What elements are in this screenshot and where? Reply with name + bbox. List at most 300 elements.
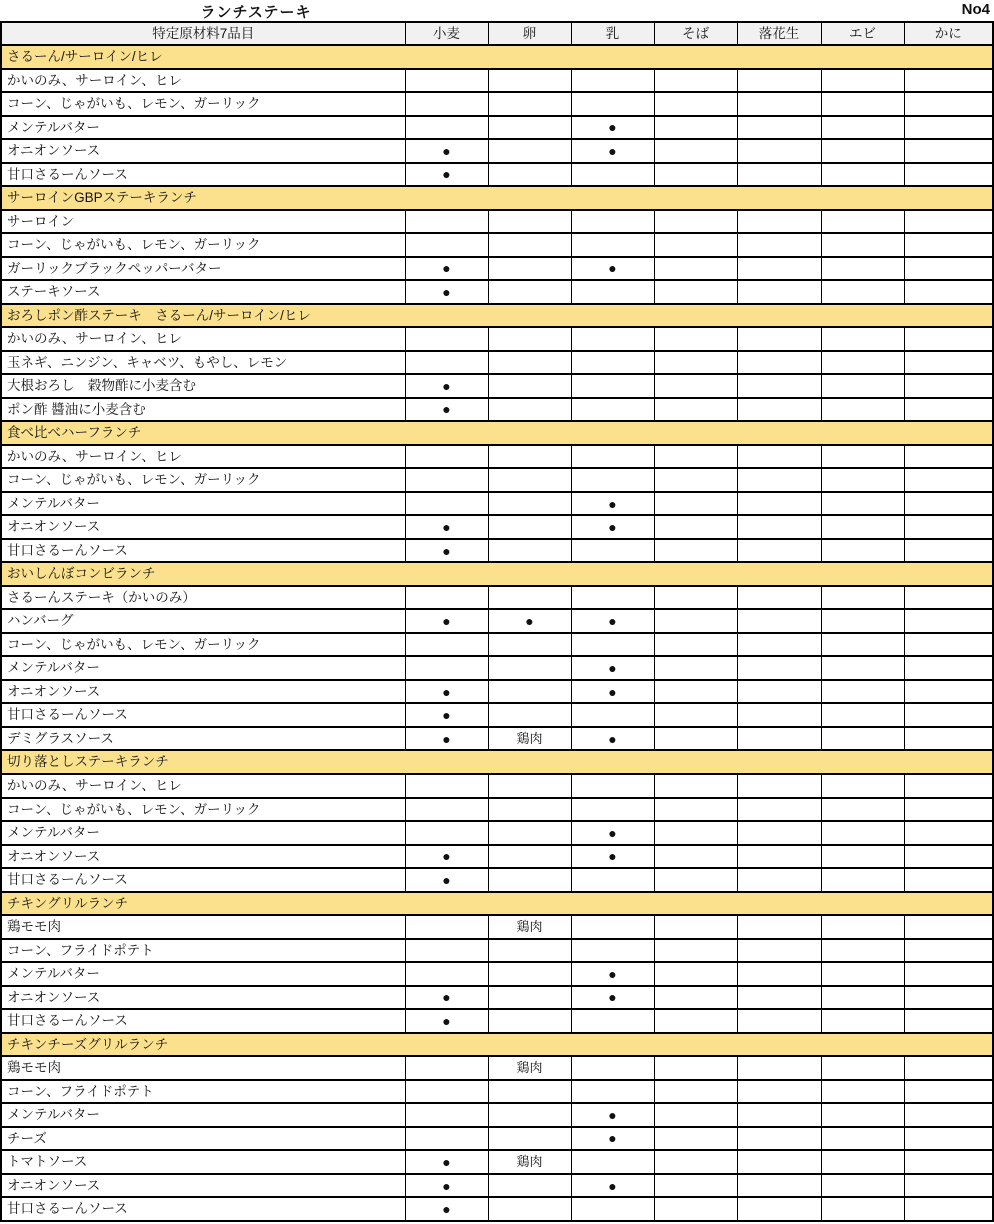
allergen-empty-cell <box>821 1056 904 1080</box>
allergen-mark-cell: ● <box>571 609 654 633</box>
allergen-empty-cell <box>821 374 904 398</box>
allergen-mark-cell: ● <box>488 609 571 633</box>
allergen-empty-cell <box>821 727 904 751</box>
column-header-allergen-1: 小麦 <box>405 22 488 45</box>
item-label: メンテルバター <box>1 656 405 680</box>
allergen-mark-cell: ● <box>405 986 488 1010</box>
allergen-empty-cell <box>904 986 993 1010</box>
allergen-mark-cell: ● <box>571 845 654 869</box>
allergen-empty-cell <box>821 986 904 1010</box>
item-row <box>1 798 993 822</box>
allergen-note-cell: 鶏肉 <box>488 915 571 939</box>
allergen-mark-cell: ● <box>571 257 654 281</box>
allergen-mark-cell: ● <box>571 1174 654 1198</box>
allergen-empty-cell <box>488 1127 571 1151</box>
allergen-empty-cell <box>488 468 571 492</box>
allergen-empty-cell <box>737 1103 821 1127</box>
allergen-empty-cell <box>571 1080 654 1104</box>
section-header-row <box>1 1033 993 1057</box>
section-header-row <box>1 892 993 916</box>
allergen-mark-cell: ● <box>405 139 488 163</box>
allergen-mark-cell: ● <box>405 280 488 304</box>
item-label: 鶏モモ肉 <box>1 915 405 939</box>
allergen-empty-cell <box>904 1080 993 1104</box>
allergen-empty-cell <box>904 633 993 657</box>
allergen-empty-cell <box>737 609 821 633</box>
allergen-empty-cell <box>737 233 821 257</box>
allergen-empty-cell <box>654 233 737 257</box>
allergen-empty-cell <box>821 116 904 140</box>
allergen-empty-cell <box>654 774 737 798</box>
allergen-empty-cell <box>488 845 571 869</box>
allergen-empty-cell <box>405 210 488 234</box>
allergen-empty-cell <box>904 116 993 140</box>
allergen-empty-cell <box>904 139 993 163</box>
allergen-empty-cell <box>821 633 904 657</box>
allergen-empty-cell <box>821 233 904 257</box>
allergen-empty-cell <box>405 116 488 140</box>
item-row <box>1 374 993 398</box>
allergen-empty-cell <box>821 703 904 727</box>
column-header-allergen-3: 乳 <box>571 22 654 45</box>
allergen-empty-cell <box>904 1103 993 1127</box>
item-label: ポン酢 醬油に小麦含む <box>1 398 405 422</box>
section-title: 切り落としステーキランチ <box>1 750 993 774</box>
allergen-empty-cell <box>904 680 993 704</box>
allergen-empty-cell <box>737 468 821 492</box>
allergen-empty-cell <box>654 468 737 492</box>
allergen-empty-cell <box>654 609 737 633</box>
item-row <box>1 445 993 469</box>
item-label: オニオンソース <box>1 845 405 869</box>
item-row <box>1 468 993 492</box>
allergen-empty-cell <box>571 703 654 727</box>
allergen-empty-cell <box>571 210 654 234</box>
allergen-empty-cell <box>488 445 571 469</box>
allergen-empty-cell <box>571 798 654 822</box>
item-row <box>1 609 993 633</box>
allergen-empty-cell <box>821 351 904 375</box>
allergen-empty-cell <box>821 445 904 469</box>
allergen-mark-cell: ● <box>405 1197 488 1221</box>
allergen-empty-cell <box>488 398 571 422</box>
allergen-empty-cell <box>737 539 821 563</box>
allergen-empty-cell <box>488 586 571 610</box>
allergen-mark-cell: ● <box>405 539 488 563</box>
allergen-empty-cell <box>904 92 993 116</box>
allergen-empty-cell <box>904 351 993 375</box>
allergen-mark-cell: ● <box>405 398 488 422</box>
section-title: さるーん/サーロイン/ヒレ <box>1 45 993 69</box>
allergen-empty-cell <box>737 656 821 680</box>
allergen-empty-cell <box>488 703 571 727</box>
allergen-empty-cell <box>571 398 654 422</box>
allergen-empty-cell <box>488 821 571 845</box>
allergen-empty-cell <box>488 798 571 822</box>
allergen-empty-cell <box>571 1150 654 1174</box>
allergen-empty-cell <box>405 939 488 963</box>
section-title: おいしんぼコンビランチ <box>1 562 993 586</box>
allergen-empty-cell <box>737 1127 821 1151</box>
allergen-mark-cell: ● <box>405 609 488 633</box>
item-label: メンテルバター <box>1 492 405 516</box>
allergen-empty-cell <box>405 1103 488 1127</box>
item-row <box>1 1056 993 1080</box>
allergen-empty-cell <box>405 915 488 939</box>
allergen-empty-cell <box>737 1174 821 1198</box>
allergen-empty-cell <box>904 69 993 93</box>
allergen-empty-cell <box>821 774 904 798</box>
item-label: オニオンソース <box>1 515 405 539</box>
item-row <box>1 774 993 798</box>
allergen-empty-cell <box>904 962 993 986</box>
title-bar <box>0 0 994 21</box>
allergen-mark-cell: ● <box>571 680 654 704</box>
allergen-empty-cell <box>904 539 993 563</box>
allergen-empty-cell <box>405 774 488 798</box>
item-row <box>1 586 993 610</box>
allergen-empty-cell <box>654 1080 737 1104</box>
allergen-empty-cell <box>904 1197 993 1221</box>
item-label: 鶏モモ肉 <box>1 1056 405 1080</box>
allergen-mark-cell: ● <box>571 986 654 1010</box>
allergen-table-body <box>1 45 993 1221</box>
allergen-empty-cell <box>737 280 821 304</box>
allergen-empty-cell <box>737 1197 821 1221</box>
allergen-empty-cell <box>654 703 737 727</box>
item-label: メンテルバター <box>1 1103 405 1127</box>
section-title: チキングリルランチ <box>1 892 993 916</box>
item-label: 甘口さるーんソース <box>1 163 405 187</box>
allergen-mark-cell: ● <box>405 515 488 539</box>
item-row <box>1 257 993 281</box>
item-row <box>1 1127 993 1151</box>
item-row <box>1 69 993 93</box>
allergen-empty-cell <box>571 1056 654 1080</box>
allergen-empty-cell <box>904 939 993 963</box>
allergen-empty-cell <box>571 468 654 492</box>
allergen-empty-cell <box>737 445 821 469</box>
item-label: かいのみ、サーロイン、ヒレ <box>1 445 405 469</box>
allergen-empty-cell <box>821 915 904 939</box>
allergen-empty-cell <box>904 774 993 798</box>
allergen-empty-cell <box>488 774 571 798</box>
allergen-empty-cell <box>821 280 904 304</box>
item-label: かいのみ、サーロイン、ヒレ <box>1 327 405 351</box>
allergen-empty-cell <box>488 939 571 963</box>
allergen-empty-cell <box>904 257 993 281</box>
allergen-empty-cell <box>571 868 654 892</box>
allergen-empty-cell <box>904 233 993 257</box>
allergen-empty-cell <box>821 868 904 892</box>
item-row <box>1 1174 993 1198</box>
allergen-empty-cell <box>488 374 571 398</box>
allergen-empty-cell <box>488 351 571 375</box>
allergen-empty-cell <box>737 727 821 751</box>
item-row <box>1 1103 993 1127</box>
allergen-empty-cell <box>737 586 821 610</box>
allergen-empty-cell <box>737 845 821 869</box>
allergen-empty-cell <box>737 868 821 892</box>
allergen-empty-cell <box>488 656 571 680</box>
allergen-empty-cell <box>571 92 654 116</box>
allergen-empty-cell <box>654 1150 737 1174</box>
item-row <box>1 539 993 563</box>
allergen-empty-cell <box>654 1056 737 1080</box>
item-row <box>1 92 993 116</box>
item-label: 大根おろし 穀物酢に小麦含む <box>1 374 405 398</box>
item-label: 甘口さるーんソース <box>1 1009 405 1033</box>
item-row <box>1 633 993 657</box>
page-title: ランチステーキ <box>200 4 312 21</box>
section-title: 食べ比べハーフランチ <box>1 421 993 445</box>
allergen-mark-cell: ● <box>405 703 488 727</box>
item-row <box>1 351 993 375</box>
allergen-empty-cell <box>654 656 737 680</box>
section-title: チキンチーズグリルランチ <box>1 1033 993 1057</box>
item-label: サーロイン <box>1 210 405 234</box>
item-label: オニオンソース <box>1 986 405 1010</box>
allergen-empty-cell <box>654 374 737 398</box>
allergen-empty-cell <box>488 1197 571 1221</box>
allergen-mark-cell: ● <box>405 1009 488 1033</box>
allergen-empty-cell <box>654 1174 737 1198</box>
allergen-empty-cell <box>737 92 821 116</box>
item-label: 玉ネギ、ニンジン、キャベツ、もやし、レモン <box>1 351 405 375</box>
allergen-empty-cell <box>821 539 904 563</box>
allergen-empty-cell <box>488 680 571 704</box>
item-row <box>1 939 993 963</box>
allergen-empty-cell <box>904 1127 993 1151</box>
allergen-empty-cell <box>904 586 993 610</box>
allergen-empty-cell <box>405 821 488 845</box>
allergen-empty-cell <box>737 398 821 422</box>
allergen-empty-cell <box>904 468 993 492</box>
item-label: デミグラスソース <box>1 727 405 751</box>
allergen-empty-cell <box>904 163 993 187</box>
allergen-empty-cell <box>737 139 821 163</box>
allergen-empty-cell <box>904 868 993 892</box>
allergen-empty-cell <box>488 327 571 351</box>
allergen-mark-cell: ● <box>405 1150 488 1174</box>
item-row <box>1 680 993 704</box>
allergen-empty-cell <box>571 69 654 93</box>
section-header-row <box>1 562 993 586</box>
allergen-empty-cell <box>821 1197 904 1221</box>
allergen-empty-cell <box>654 798 737 822</box>
item-row <box>1 986 993 1010</box>
item-label: トマトソース <box>1 1150 405 1174</box>
allergen-empty-cell <box>737 1056 821 1080</box>
item-row <box>1 210 993 234</box>
item-row <box>1 1150 993 1174</box>
item-row <box>1 821 993 845</box>
allergen-empty-cell <box>571 351 654 375</box>
allergen-empty-cell <box>821 1080 904 1104</box>
allergen-empty-cell <box>405 798 488 822</box>
allergen-empty-cell <box>405 327 488 351</box>
allergen-mark-cell: ● <box>571 656 654 680</box>
allergen-empty-cell <box>571 939 654 963</box>
allergen-empty-cell <box>654 939 737 963</box>
allergen-empty-cell <box>904 798 993 822</box>
allergen-empty-cell <box>488 92 571 116</box>
allergen-empty-cell <box>904 1150 993 1174</box>
section-header-row <box>1 186 993 210</box>
allergen-empty-cell <box>904 609 993 633</box>
allergen-empty-cell <box>654 69 737 93</box>
allergen-empty-cell <box>654 845 737 869</box>
item-label: オニオンソース <box>1 680 405 704</box>
allergen-empty-cell <box>737 257 821 281</box>
allergen-empty-cell <box>571 586 654 610</box>
allergen-empty-cell <box>654 139 737 163</box>
allergen-empty-cell <box>904 515 993 539</box>
allergen-empty-cell <box>737 163 821 187</box>
allergen-empty-cell <box>654 280 737 304</box>
allergen-empty-cell <box>737 798 821 822</box>
allergen-empty-cell <box>488 515 571 539</box>
item-label: コーン、フライドポテト <box>1 1080 405 1104</box>
allergen-empty-cell <box>654 257 737 281</box>
item-row <box>1 868 993 892</box>
allergen-empty-cell <box>488 163 571 187</box>
allergen-empty-cell <box>488 539 571 563</box>
allergen-empty-cell <box>821 515 904 539</box>
allergen-table <box>0 21 994 1222</box>
allergen-empty-cell <box>821 1127 904 1151</box>
allergen-empty-cell <box>571 539 654 563</box>
allergen-empty-cell <box>821 139 904 163</box>
allergen-empty-cell <box>821 586 904 610</box>
item-row <box>1 703 993 727</box>
item-label: 甘口さるーんソース <box>1 703 405 727</box>
item-row <box>1 1009 993 1033</box>
allergen-empty-cell <box>488 233 571 257</box>
allergen-empty-cell <box>821 92 904 116</box>
item-label: チーズ <box>1 1127 405 1151</box>
allergen-empty-cell <box>571 280 654 304</box>
allergen-empty-cell <box>737 774 821 798</box>
allergen-empty-cell <box>654 398 737 422</box>
item-label: コーン、じゃがいも、レモン、ガーリック <box>1 92 405 116</box>
allergen-empty-cell <box>737 69 821 93</box>
allergen-empty-cell <box>571 633 654 657</box>
allergen-empty-cell <box>654 586 737 610</box>
allergen-empty-cell <box>821 656 904 680</box>
item-row <box>1 398 993 422</box>
item-row <box>1 515 993 539</box>
item-label: ハンバーグ <box>1 609 405 633</box>
item-label: コーン、フライドポテト <box>1 939 405 963</box>
item-row <box>1 1197 993 1221</box>
allergen-empty-cell <box>654 515 737 539</box>
allergen-empty-cell <box>654 116 737 140</box>
item-row <box>1 845 993 869</box>
allergen-empty-cell <box>488 986 571 1010</box>
allergen-empty-cell <box>654 986 737 1010</box>
allergen-empty-cell <box>405 962 488 986</box>
allergen-empty-cell <box>821 798 904 822</box>
allergen-empty-cell <box>821 163 904 187</box>
item-label: かいのみ、サーロイン、ヒレ <box>1 69 405 93</box>
allergen-empty-cell <box>904 374 993 398</box>
allergen-empty-cell <box>654 351 737 375</box>
allergen-empty-cell <box>737 327 821 351</box>
allergen-mark-cell: ● <box>571 821 654 845</box>
allergen-empty-cell <box>654 633 737 657</box>
section-header-row <box>1 750 993 774</box>
allergen-empty-cell <box>654 163 737 187</box>
doc-number: No4 <box>961 1 990 18</box>
allergen-empty-cell <box>737 915 821 939</box>
item-label: コーン、じゃがいも、レモン、ガーリック <box>1 798 405 822</box>
allergen-empty-cell <box>571 1197 654 1221</box>
item-label: 甘口さるーんソース <box>1 868 405 892</box>
allergen-note-cell: 鶏肉 <box>488 727 571 751</box>
item-label: ステーキソース <box>1 280 405 304</box>
allergen-empty-cell <box>821 1174 904 1198</box>
allergen-empty-cell <box>405 586 488 610</box>
allergen-empty-cell <box>405 492 488 516</box>
column-header-row <box>1 22 993 45</box>
item-row <box>1 656 993 680</box>
allergen-empty-cell <box>654 210 737 234</box>
item-row <box>1 139 993 163</box>
allergen-mark-cell: ● <box>405 845 488 869</box>
allergen-mark-cell: ● <box>571 1103 654 1127</box>
allergen-note-cell: 鶏肉 <box>488 1150 571 1174</box>
allergen-empty-cell <box>821 821 904 845</box>
allergen-empty-cell <box>654 92 737 116</box>
section-header-row <box>1 45 993 69</box>
allergen-empty-cell <box>488 257 571 281</box>
allergen-empty-cell <box>904 1174 993 1198</box>
allergen-empty-cell <box>737 1080 821 1104</box>
allergen-empty-cell <box>654 445 737 469</box>
column-header-allergen-4: そば <box>654 22 737 45</box>
allergen-mark-cell: ● <box>571 727 654 751</box>
item-label: メンテルバター <box>1 821 405 845</box>
allergen-empty-cell <box>405 351 488 375</box>
item-row <box>1 163 993 187</box>
allergen-mark-cell: ● <box>405 257 488 281</box>
allergen-empty-cell <box>821 468 904 492</box>
allergen-empty-cell <box>737 703 821 727</box>
allergen-empty-cell <box>737 351 821 375</box>
allergen-empty-cell <box>405 445 488 469</box>
allergen-empty-cell <box>904 656 993 680</box>
allergen-empty-cell <box>488 1080 571 1104</box>
allergen-mark-cell: ● <box>571 962 654 986</box>
allergen-empty-cell <box>405 633 488 657</box>
allergen-empty-cell <box>737 962 821 986</box>
allergen-empty-cell <box>904 398 993 422</box>
allergen-empty-cell <box>821 609 904 633</box>
allergen-empty-cell <box>488 280 571 304</box>
allergen-empty-cell <box>821 845 904 869</box>
allergen-mark-cell: ● <box>405 868 488 892</box>
allergen-empty-cell <box>904 1056 993 1080</box>
allergen-empty-cell <box>821 1150 904 1174</box>
allergen-empty-cell <box>488 1174 571 1198</box>
item-label: メンテルバター <box>1 116 405 140</box>
allergen-empty-cell <box>488 210 571 234</box>
allergen-empty-cell <box>904 492 993 516</box>
allergen-empty-cell <box>821 492 904 516</box>
allergen-empty-cell <box>821 210 904 234</box>
item-label: オニオンソース <box>1 139 405 163</box>
